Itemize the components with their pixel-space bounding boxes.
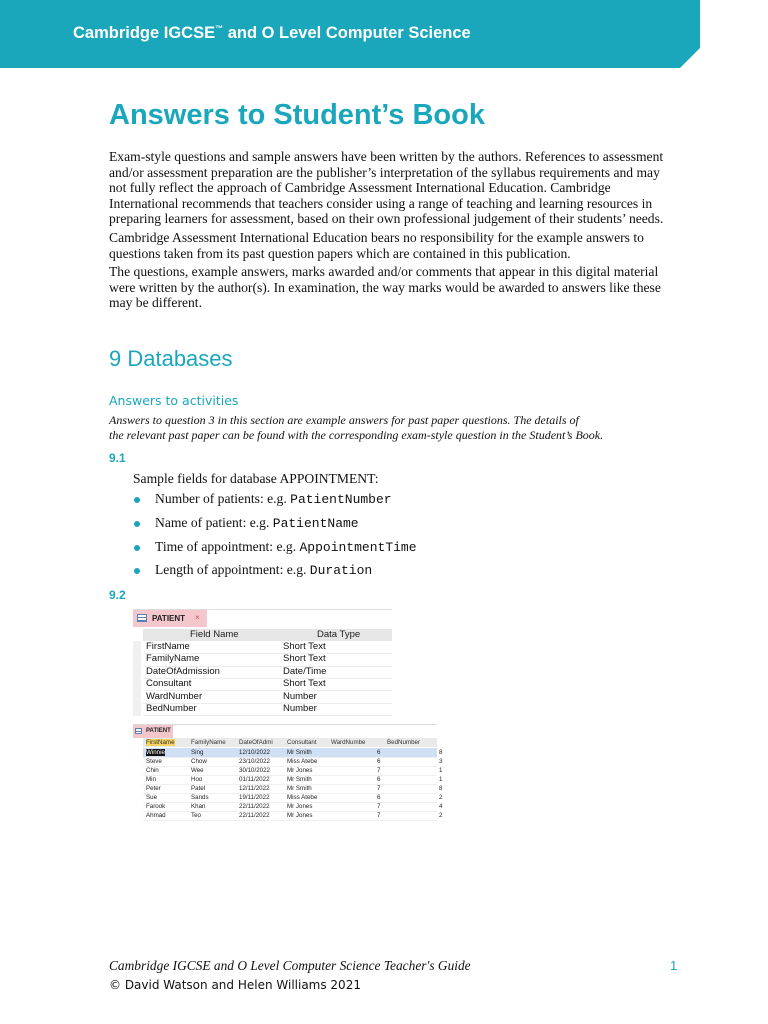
field-name-code: AppointmentTime [299,539,417,555]
data-type-cell: Short Text [283,678,326,690]
table-cell: Sands [191,793,209,801]
table-cell: Miss Atebe [287,793,318,801]
table-cell: Peter [146,784,161,792]
table-cell: Miss Atebe [287,757,318,765]
header-title: Cambridge IGCSE™ and O Level Computer Science [73,24,471,42]
close-icon: × [195,613,200,622]
table-cell: Ahmad [146,811,166,819]
field-name-code: PatientName [272,515,359,531]
table-cell: 12/11/2022 [239,784,270,792]
table-cell: Farook [146,802,166,810]
question-number: 9.1 [109,451,126,465]
table-cell: 7 [377,766,381,774]
table-design-view [133,609,392,719]
intro-paragraph: The questions, example answers, marks awarded and/or comments that appear in this digital material were written by the author(s). In examination, the way marks would be awarded to answers like these may be different. [109,264,661,311]
question-number: 9.2 [109,588,126,602]
list-item: Time of appointment: e.g. AppointmentTime [133,539,533,563]
table-datasheet-view [133,724,443,821]
intro-paragraph: Cambridge Assessment International Education bears no responsibility for the example answers to questions taken from its past question papers which are contained in this publication. [109,229,644,261]
field-name-cell: FamilyName [146,653,200,665]
table-cell: 8 [439,748,443,756]
field-name-cell: FirstName [146,641,190,652]
table-cell: 7 [377,802,381,810]
table-cell: Mr Smith [287,775,312,783]
intro-paragraph: Exam-style questions and sample answers have been written by the authors. References to assessment and/or assessment preparation are the publisher’s interpretation of the syllabus requirements and may not fully reflect the approach of Cambridge Assessment International Education. Cambridge International recommends that teachers consider using a range of teaching and learning resources in preparing learners for assessment, based on their own professional judgement of their students’ needs. [109,149,664,227]
table-row [143,653,392,666]
table-cell: 6 [377,775,381,783]
data-type-cell: Number [283,690,317,702]
field-name-code: Duration [309,563,373,579]
row-selector [133,641,141,716]
table-cell: 6 [377,757,381,765]
table-cell: 1 [439,766,443,774]
intro-text [109,149,674,314]
table-cell: 2 [439,793,443,801]
table-cell: 12/10/2022 [239,748,270,756]
bullet-icon [134,521,140,527]
copyright: © David Watson and Helen Williams 2021 [109,978,361,992]
list-item: Name of patient: e.g. PatientName [133,515,533,539]
table-cell: Chow [191,757,207,765]
table-cell: 01/11/2022 [239,775,270,783]
table-cell: Mr Smith [287,784,312,792]
table-cell: 4 [439,802,443,810]
table-cell: 19/11/2022 [239,793,270,801]
table-cell: Chin [146,766,159,774]
table-cell: Sing [191,748,204,756]
field-name-cell: WardNumber [146,690,203,702]
table-icon [137,614,147,622]
table-cell: Mr Jones [287,766,313,774]
column-header: FamilyName [191,738,226,746]
column-header: FirstName [146,738,175,746]
table-icon [135,728,142,734]
table-cell: 22/11/2022 [239,802,270,810]
field-name-cell: DateOfAdmission [146,665,220,677]
column-header: WardNumbe [331,738,366,746]
table-cell: Mr Smith [287,748,312,756]
table-row [143,703,392,716]
table-row [143,641,392,654]
table-cell: Khan [191,802,206,810]
table-cell: 2 [439,811,443,819]
table-tab: PATIENT × [133,610,207,627]
data-type-cell: Date/Time [283,665,327,677]
chapter-title: 9 Databases [109,346,233,371]
footer-book-title: Cambridge IGCSE and O Level Computer Science Teacher's Guide [109,958,471,973]
data-type-cell: Number [283,703,317,714]
table-cell: Min [146,775,156,783]
table-cell: 3 [439,757,443,765]
datasheet-header [143,738,437,747]
field-name-code: PatientNumber [290,492,392,507]
table-cell: Teo [191,811,201,819]
field-name-cell: BedNumber [146,703,197,714]
table-cell: 7 [377,784,381,792]
table-cell: Patel [191,784,206,792]
table-tab: PATIENT [133,725,173,738]
list-item: Number of patients: e.g. PatientNumber [133,491,533,515]
table-row [143,691,392,704]
table-cell: Steve [146,757,162,765]
table-row [143,811,443,821]
table-row [143,678,392,691]
bullet-icon [134,497,140,503]
section-note: Answers to question 3 in this section are example answers for past paper questions. The details of the relevant past paper can be found with the corresponding exam-style question in the Student’s Book. [109,413,604,442]
list-item: Length of appointment: e.g. Duration [133,562,533,586]
fields-intro: Sample fields for database APPOINTMENT: [133,471,379,486]
table-cell: 30/10/2022 [239,766,270,774]
field-list [133,491,533,586]
column-header: BedNumber [387,738,421,746]
table-cell: Sue [146,793,158,801]
page-title: Answers to Student’s Book [109,99,485,131]
table-cell: 6 [377,748,381,756]
table-cell: 6 [377,793,381,801]
table-cell: Wee [191,766,204,774]
column-header: DateOfAdmi [239,738,273,746]
table-cell: Mr Jones [287,811,313,819]
bullet-icon [134,545,140,551]
column-header: Consultant [287,738,317,746]
page-number: 1 [670,958,678,973]
column-header: Data Type [317,629,361,640]
table-row [143,666,392,679]
column-header: Field Name [190,629,239,640]
table-cell: Hoo [191,775,203,783]
field-name-cell: Consultant [146,678,192,690]
data-type-cell: Short Text [283,653,326,665]
table-cell: Winnie [146,748,165,756]
table-cell: 7 [377,811,381,819]
bullet-icon [134,568,140,574]
table-cell: 22/11/2022 [239,811,270,819]
design-header [143,629,392,641]
table-cell: 8 [439,784,443,792]
table-cell: Mr Jones [287,802,313,810]
data-type-cell: Short Text [283,641,326,652]
section-heading: Answers to activities [109,393,239,408]
table-cell: 23/10/2022 [239,757,270,765]
table-cell: 1 [439,775,443,783]
